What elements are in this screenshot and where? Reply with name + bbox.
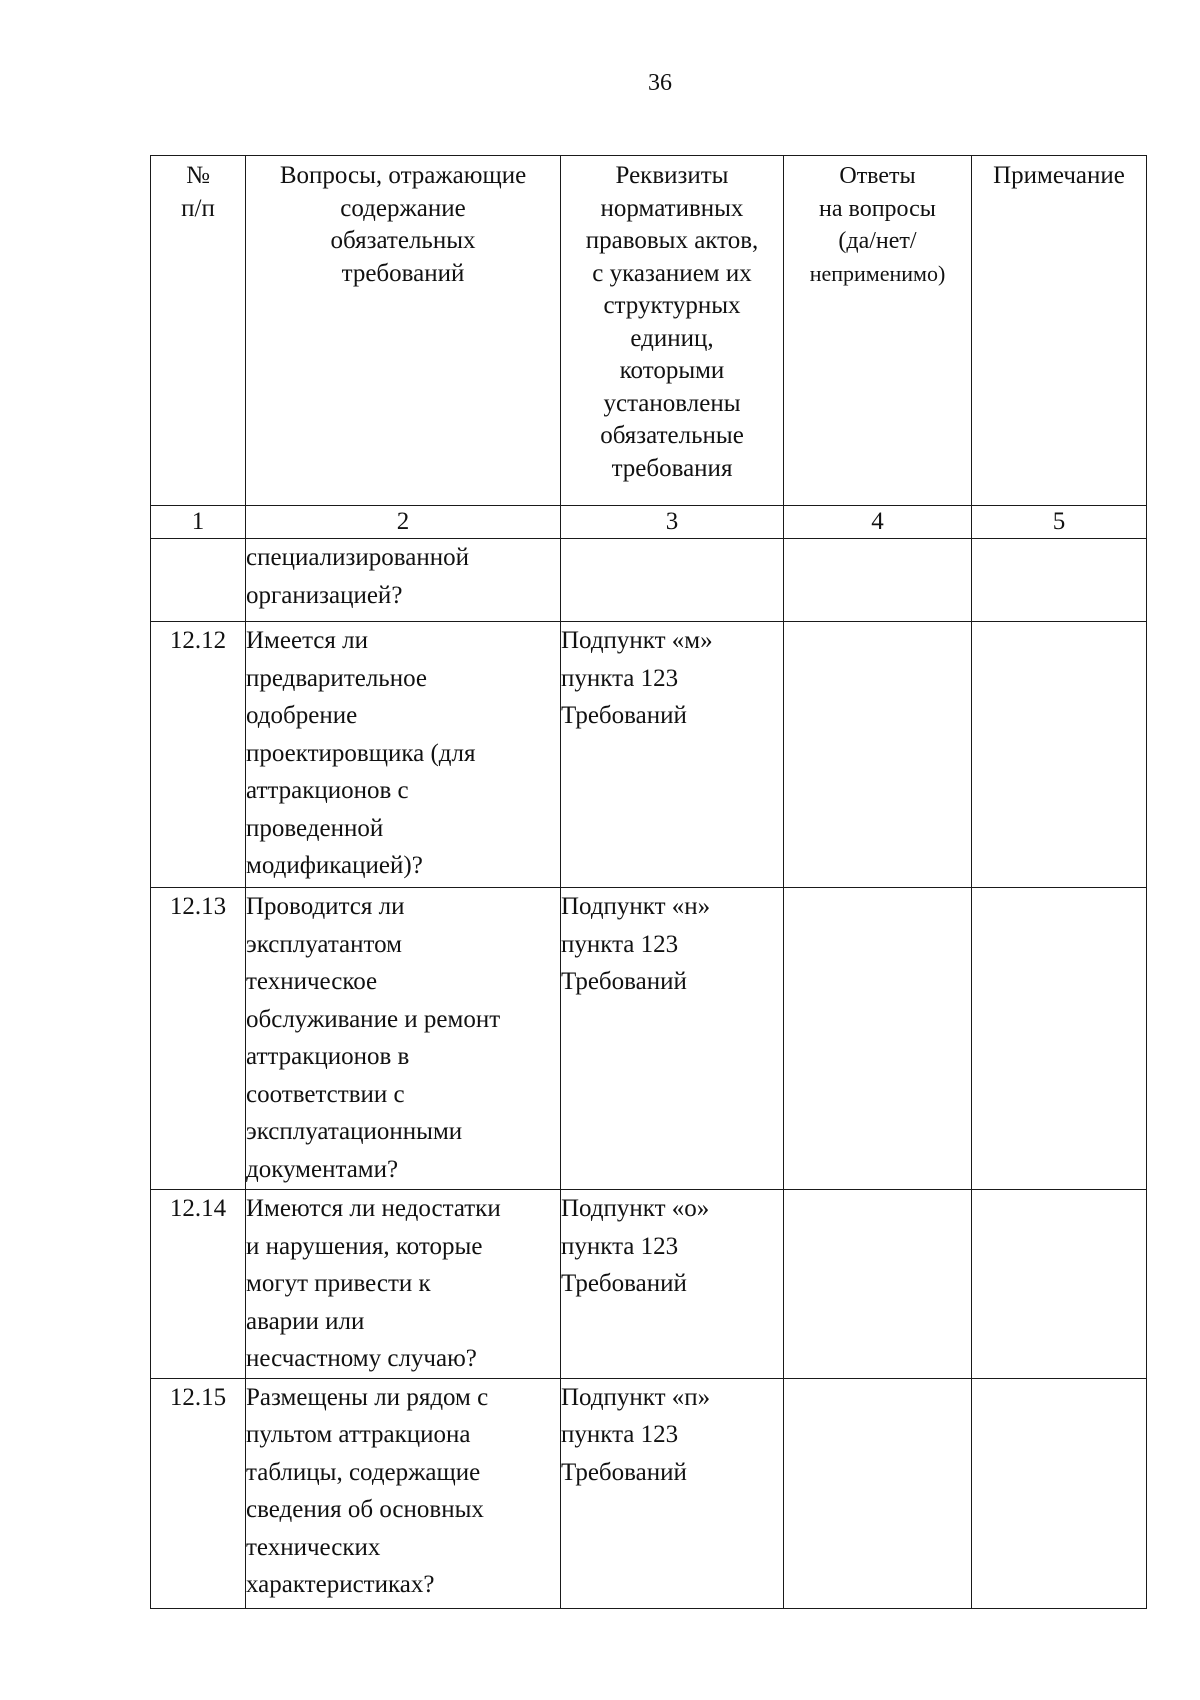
note-cell[interactable] (972, 1190, 1147, 1379)
requisites-cell: Подпункт «н» пункта 123 Требований (561, 888, 784, 1190)
question-cell: Размещены ли рядом с пультом аттракциона таблицы, содержащие сведения об основных технических характеристиках? (246, 1378, 561, 1608)
column-index: 5 (972, 506, 1147, 539)
row-number: 12.12 (151, 622, 246, 888)
table-row (151, 1190, 1147, 1379)
requisites-cell: Подпункт «о» пункта 123 Требований (561, 1190, 784, 1379)
note-cell[interactable] (972, 539, 1147, 622)
row-number: 12.14 (151, 1190, 246, 1379)
page-number: 36 (648, 70, 672, 96)
header-row (151, 156, 1147, 506)
checklist-table (150, 155, 1147, 1609)
table-row (151, 622, 1147, 888)
row-number: 12.13 (151, 888, 246, 1190)
header-number-abbr: п/п (181, 194, 215, 222)
answer-cell[interactable] (784, 622, 972, 888)
question-cell: Имеется ли предварительное одобрение проектировщика (для аттракционов с проведенной модификацией)? (246, 622, 561, 888)
header-note: Примечание (972, 156, 1147, 506)
question-cell: специализированной организацией? (246, 539, 561, 622)
row-number: 12.15 (151, 1378, 246, 1608)
row-number-cell (151, 539, 246, 622)
question-cell: Проводится ли эксплуатантом техническое обслуживание и ремонт аттракционов в соответствии с эксплуатационными документами? (246, 888, 561, 1190)
header-questions: Вопросы, отражающие содержание обязательных требований (246, 156, 561, 506)
column-index: 2 (246, 506, 561, 539)
header-number (151, 156, 246, 506)
answer-cell[interactable] (784, 888, 972, 1190)
column-index: 4 (784, 506, 972, 539)
note-cell[interactable] (972, 888, 1147, 1190)
header-requisites: Реквизиты нормативных правовых актов, с указанием их структурных единиц, которыми установлены обязательные требования (561, 156, 784, 506)
question-cell: Имеются ли недостатки и нарушения, которые могут привести к аварии или несчастному случаю? (246, 1190, 561, 1379)
header-number-symbol: № (186, 162, 210, 189)
column-index-row (151, 506, 1147, 539)
column-index: 1 (151, 506, 246, 539)
requisites-cell (561, 539, 784, 622)
note-cell[interactable] (972, 622, 1147, 888)
header-answers (784, 156, 972, 506)
table-row (151, 888, 1147, 1190)
table-row (151, 1378, 1147, 1608)
table-row-continuation (151, 539, 1147, 622)
requisites-cell: Подпункт «м» пункта 123 Требований (561, 622, 784, 888)
note-cell[interactable] (972, 1378, 1147, 1608)
answer-cell[interactable] (784, 1378, 972, 1608)
requisites-cell: Подпункт «п» пункта 123 Требований (561, 1378, 784, 1608)
column-index: 3 (561, 506, 784, 539)
header-answers-na: неприменимо) (809, 260, 946, 286)
header-answers-main: Ответы на вопросы (да/нет/ (819, 163, 936, 254)
answer-cell[interactable] (784, 1190, 972, 1379)
answer-cell[interactable] (784, 539, 972, 622)
